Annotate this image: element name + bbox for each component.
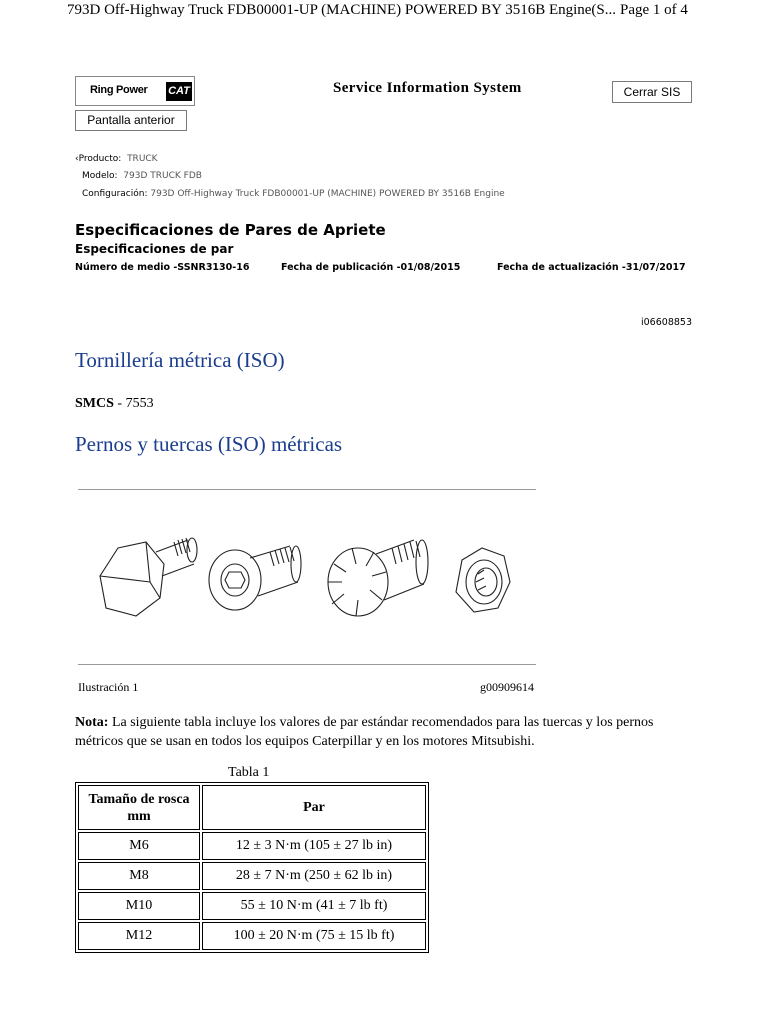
thread-size-cell: M8 bbox=[78, 862, 200, 890]
subsection-title: Pernos y tuercas (ISO) métricas bbox=[75, 432, 343, 456]
config-line bbox=[82, 189, 505, 199]
thread-size-cell: M12 bbox=[78, 922, 200, 950]
table-row bbox=[78, 832, 426, 860]
figure-code: g00909614 bbox=[480, 680, 534, 694]
note-paragraph bbox=[75, 713, 695, 751]
cat-logo: CAT bbox=[166, 82, 192, 101]
product-line bbox=[75, 154, 158, 164]
config-value: 793D Off-Highway Truck FDB00001-UP (MACHINE) POWERED BY 3516B Engine bbox=[150, 189, 505, 199]
socket-cap-screw-drawing bbox=[209, 546, 301, 610]
model-value: 793D TRUCK FDB bbox=[123, 171, 202, 181]
torque-cell: 28 ± 7 N·m (250 ± 62 lb in) bbox=[202, 862, 426, 890]
figure-bottom-rule bbox=[78, 664, 536, 665]
note-text: La siguiente tabla incluye los valores de par estándar recomendados para las tuercas y los pernos métricos que se usan en todos los equipos Caterpillar y en los motores Mitsubishi. bbox=[75, 715, 654, 749]
torque-cell: 100 ± 20 N·m (75 ± 15 lb ft) bbox=[202, 922, 426, 950]
close-sis-button[interactable]: Cerrar SIS bbox=[612, 81, 692, 103]
torque-cell: 12 ± 3 N·m (105 ± 27 lb in) bbox=[202, 832, 426, 860]
table-header-row bbox=[78, 785, 426, 830]
model-line bbox=[82, 171, 202, 181]
publication-date: Fecha de publicación -01/08/2015 bbox=[281, 262, 461, 273]
print-header-title: 793D Off-Highway Truck FDB00001-UP (MACHINE) POWERED BY 3516B Engine(S... bbox=[67, 2, 617, 18]
page-title: Service Information System bbox=[333, 80, 522, 96]
config-label: Configuración: bbox=[82, 189, 148, 199]
media-number: Número de medio -SSNR3130-16 bbox=[75, 262, 250, 273]
smcs-line bbox=[75, 396, 154, 412]
torque-cell: 55 ± 10 N·m (41 ± 7 lb ft) bbox=[202, 892, 426, 920]
header-torque: Par bbox=[202, 785, 426, 830]
smcs-label: SMCS bbox=[75, 396, 114, 411]
hex-nut-drawing bbox=[456, 548, 510, 612]
figure-top-rule bbox=[78, 489, 536, 490]
document-id: i06608853 bbox=[641, 317, 692, 328]
header-thread-size: Tamaño de rosca mm bbox=[78, 785, 200, 830]
note-label: Nota: bbox=[75, 715, 109, 730]
hex-bolt-drawing bbox=[100, 538, 197, 616]
previous-screen-button[interactable]: Pantalla anterior bbox=[75, 110, 187, 131]
section-title: Tornillería métrica (ISO) bbox=[75, 348, 285, 372]
print-header-page: Page 1 of 4 bbox=[620, 2, 688, 18]
back-arrow-icon[interactable]: ‹ bbox=[75, 154, 79, 164]
product-label: Producto: bbox=[78, 154, 122, 164]
update-date: Fecha de actualización -31/07/2017 bbox=[497, 262, 686, 273]
smcs-value: - 7553 bbox=[113, 396, 154, 411]
document-subtitle: Especificaciones de par bbox=[75, 242, 234, 256]
document-title: Especificaciones de Pares de Apriete bbox=[75, 221, 386, 239]
table-row bbox=[78, 862, 426, 890]
table-caption: Tabla 1 bbox=[228, 765, 270, 780]
figure-caption: Ilustración 1 bbox=[78, 680, 139, 694]
dealer-logo bbox=[75, 76, 195, 106]
thread-size-cell: M6 bbox=[78, 832, 200, 860]
torque-table bbox=[75, 782, 429, 953]
model-label: Modelo: bbox=[82, 171, 118, 181]
dealer-name: Ring Power bbox=[90, 84, 148, 96]
thread-size-cell: M10 bbox=[78, 892, 200, 920]
twelve-point-bolt-drawing bbox=[328, 540, 428, 616]
bolts-and-nuts-illustration bbox=[90, 520, 530, 630]
table-row bbox=[78, 922, 426, 950]
table-row bbox=[78, 892, 426, 920]
product-value: TRUCK bbox=[127, 154, 158, 164]
